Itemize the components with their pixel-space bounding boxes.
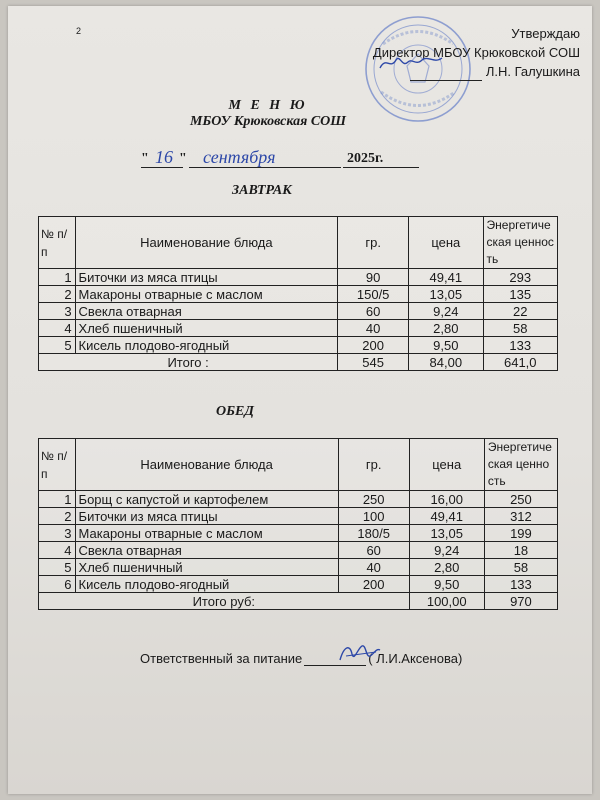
date-underline	[189, 167, 341, 168]
responsible-name: ( Л.И.Аксенова)	[368, 651, 463, 666]
table-header-row	[39, 217, 558, 269]
dish-grams: 90	[338, 269, 409, 286]
dish-price: 13,05	[409, 525, 484, 542]
header-grams: гр.	[338, 217, 409, 269]
header-price: цена	[409, 439, 484, 491]
dish-price: 9,24	[409, 303, 483, 320]
dish-name: Биточки из мяса птицы	[75, 269, 338, 286]
breakfast-title: ЗАВТРАК	[232, 183, 292, 198]
dish-price: 2,80	[409, 559, 484, 576]
table-header-row	[39, 439, 558, 491]
dish-energy: 135	[483, 286, 557, 303]
row-number: 2	[39, 508, 76, 525]
header-number: № п/п	[39, 217, 76, 269]
dish-price: 16,00	[409, 491, 484, 508]
table-row	[39, 525, 558, 542]
row-number: 2	[39, 286, 76, 303]
total-energy: 641,0	[483, 354, 557, 371]
dish-grams: 40	[338, 559, 409, 576]
dish-energy: 250	[484, 491, 557, 508]
row-number: 4	[39, 542, 76, 559]
director-name: Л.Н. Галушкина	[485, 64, 580, 79]
row-number: 5	[39, 559, 76, 576]
header-energy: Энергетическая ценность	[484, 439, 557, 491]
dish-grams: 100	[338, 508, 409, 525]
dish-grams: 150/5	[338, 286, 409, 303]
table-row	[39, 337, 558, 354]
dish-grams: 40	[338, 320, 409, 337]
total-grams: 545	[338, 354, 409, 371]
table-row	[39, 559, 558, 576]
table-row	[39, 576, 558, 593]
header-energy: Энергетическая ценность	[483, 217, 557, 269]
dish-name: Хлеб пшеничный	[75, 320, 338, 337]
dish-price: 2,80	[409, 320, 483, 337]
table-row	[39, 508, 558, 525]
dish-name: Кисель плодово-ягодный	[75, 576, 338, 593]
row-number: 1	[39, 491, 76, 508]
table-row	[39, 303, 558, 320]
dish-price: 13,05	[409, 286, 483, 303]
dish-grams: 60	[338, 542, 409, 559]
dish-energy: 133	[483, 337, 557, 354]
header-price: цена	[409, 217, 483, 269]
date-underline	[141, 167, 183, 168]
row-number: 3	[39, 525, 76, 542]
dish-price: 9,24	[409, 542, 484, 559]
dish-name: Макароны отварные с маслом	[75, 525, 338, 542]
menu-date	[141, 149, 421, 171]
dish-grams: 250	[338, 491, 409, 508]
date-day: 16	[155, 147, 173, 167]
header-number: № п/п	[39, 439, 76, 491]
dish-name: Кисель плодово-ягодный	[75, 337, 338, 354]
date-year: 2025г.	[347, 151, 384, 166]
breakfast-table	[38, 216, 558, 371]
lunch-table	[38, 438, 558, 610]
dish-grams: 60	[338, 303, 409, 320]
total-row	[39, 354, 558, 371]
header-dish-name: Наименование блюда	[75, 217, 338, 269]
header-dish-name: Наименование блюда	[75, 439, 338, 491]
lunch-title: ОБЕД	[216, 404, 254, 419]
dish-name: Биточки из мяса птицы	[75, 508, 338, 525]
dish-name: Макароны отварные с маслом	[75, 286, 338, 303]
row-number: 5	[39, 337, 76, 354]
dish-price: 9,50	[409, 576, 484, 593]
dish-name: Свекла отварная	[75, 542, 338, 559]
dish-price: 9,50	[409, 337, 483, 354]
date-underline	[343, 167, 419, 168]
table-row	[39, 320, 558, 337]
dish-energy: 133	[484, 576, 557, 593]
date-quote-open: "	[141, 151, 149, 166]
menu-title: М Е Н Ю	[228, 98, 308, 113]
date-month: сентября	[203, 147, 276, 167]
total-energy: 970	[484, 593, 557, 610]
school-title: МБОУ Крюковская СОШ	[189, 114, 347, 129]
row-number: 6	[39, 576, 76, 593]
document-page	[8, 6, 592, 794]
responsible-line	[140, 651, 462, 666]
table-row	[39, 269, 558, 286]
table-row	[39, 542, 558, 559]
dish-energy: 293	[483, 269, 557, 286]
dish-energy: 18	[484, 542, 557, 559]
approval-line-1: Утверждаю	[511, 26, 580, 41]
dish-grams: 200	[338, 576, 409, 593]
date-quote-close: "	[179, 151, 187, 166]
responsible-signature-icon	[336, 640, 384, 666]
dish-energy: 312	[484, 508, 557, 525]
dish-energy: 58	[484, 559, 557, 576]
total-price: 84,00	[409, 354, 483, 371]
dish-price: 49,41	[409, 269, 483, 286]
director-signature-icon	[376, 50, 446, 74]
dish-grams: 200	[338, 337, 409, 354]
dish-price: 49,41	[409, 508, 484, 525]
dish-grams: 180/5	[338, 525, 409, 542]
total-row	[39, 593, 558, 610]
row-number: 3	[39, 303, 76, 320]
page-number: 2	[76, 26, 82, 36]
total-label: Итого руб:	[39, 593, 410, 610]
row-number: 1	[39, 269, 76, 286]
row-number: 4	[39, 320, 76, 337]
dish-energy: 58	[483, 320, 557, 337]
header-grams: гр.	[338, 439, 409, 491]
responsible-label: Ответственный за питание	[140, 651, 303, 666]
table-row	[39, 286, 558, 303]
approval-line-2: Директор МБОУ Крюковской СОШ	[372, 45, 580, 60]
dish-name: Борщ с капустой и картофелем	[75, 491, 338, 508]
table-row	[39, 491, 558, 508]
total-label: Итого :	[39, 354, 338, 371]
dish-energy: 22	[483, 303, 557, 320]
dish-energy: 199	[484, 525, 557, 542]
dish-name: Свекла отварная	[75, 303, 338, 320]
dish-name: Хлеб пшеничный	[75, 559, 338, 576]
total-price: 100,00	[409, 593, 484, 610]
